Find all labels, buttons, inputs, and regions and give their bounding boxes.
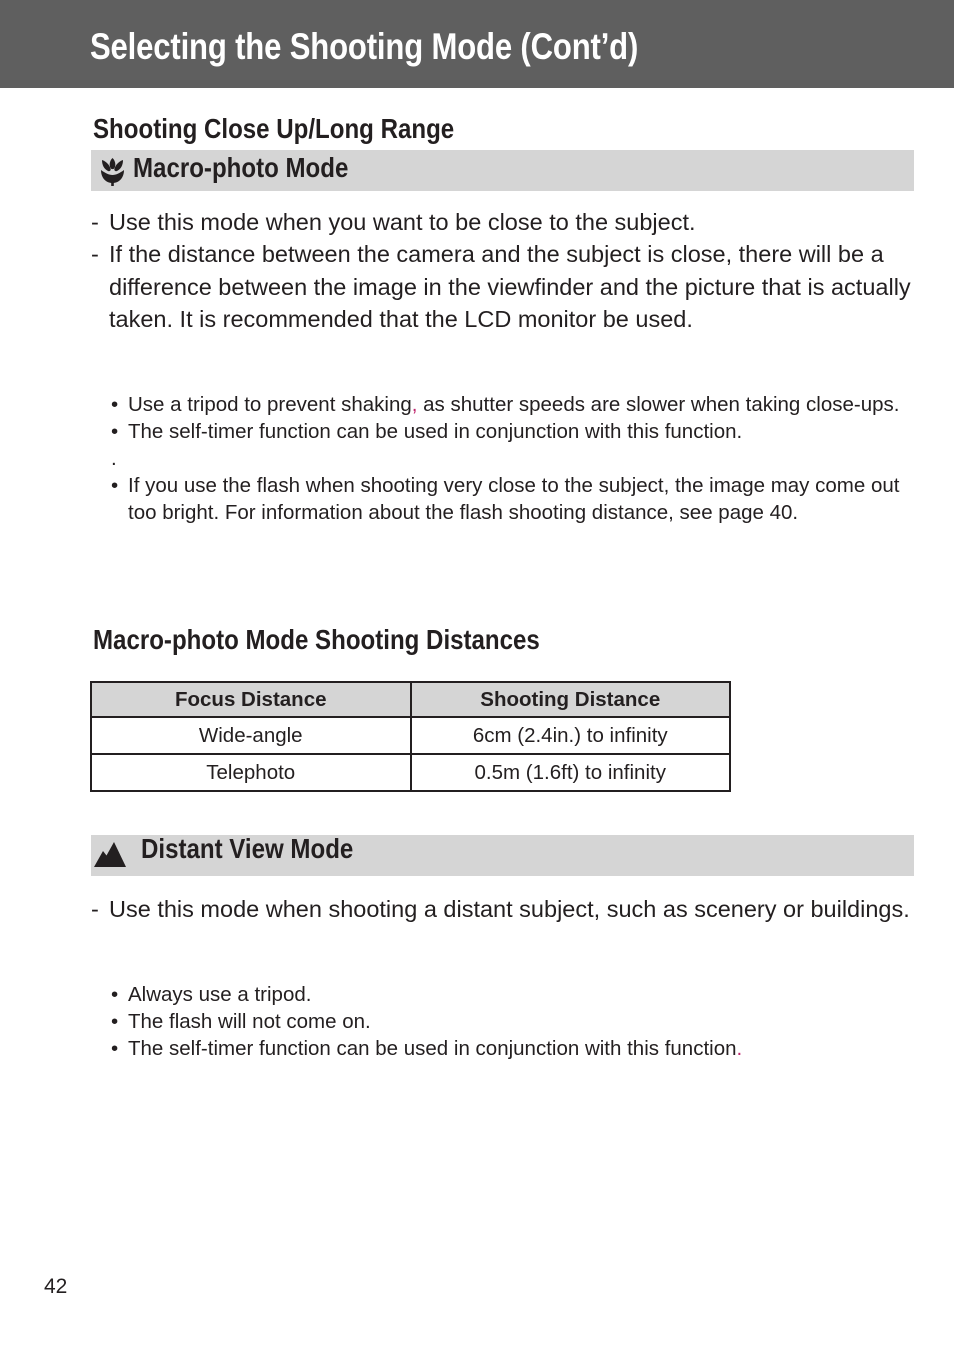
macro-usage-list [91,206,921,335]
list-item: • Use a tripod to prevent shaking, as shutter speeds are slower when taking close-ups. [111,393,900,416]
table-row [91,754,730,791]
list-item: - Use this mode when shooting a distant subject, such as scenery or buildings. [91,896,910,922]
shooting-distances-table [90,681,731,792]
column-header: Focus Distance [91,682,411,717]
list-item: • The self-timer function can be used in conjunction with this function. [111,1037,743,1060]
distant-usage-list [91,893,921,925]
distances-heading: Macro-photo Mode Shooting Distances [93,624,540,655]
distant-notes-list [111,981,901,1062]
list-item: • Always use a tripod. [111,983,312,1006]
macro-mode-band [91,150,914,191]
page-number: 42 [44,1275,68,1298]
column-header: Shooting Distance [411,682,731,717]
header-bar [0,0,954,88]
list-item: • The self-timer function can be used in conjunction with this function. [111,420,743,443]
table-row [91,717,730,754]
macro-mode-title: Macro-photo Mode [133,152,349,183]
page-title: Selecting the Shooting Mode (Cont’d) [90,26,639,67]
list-item: - If the distance between the camera and the subject is close, there will be a difference between the image in the viewfinder and the picture that is actually taken. It is recommended that the LCD monitor be used. [91,241,911,332]
mountain-icon [93,840,127,873]
list-item: - Use this mode when you want to be close to the subject. [91,209,696,235]
list-item: . [111,447,117,470]
table-cell: Wide-angle [91,717,411,754]
distant-mode-band [91,835,914,876]
section-heading: Shooting Close Up/Long Range [93,113,455,144]
table-cell: 0.5m (1.6ft) to infinity [411,754,731,791]
macro-flower-icon [98,156,127,191]
list-item: • If you use the flash when shooting very close to the subject, the image may come out too bright. For information about the flash shooting distance, see page 40. [111,474,900,524]
table-cell: Telephoto [91,754,411,791]
table-cell: 6cm (2.4in.) to infinity [411,717,731,754]
table-header-row [91,682,730,717]
macro-notes-list [111,391,901,526]
distant-mode-title: Distant View Mode [141,833,354,864]
list-item: • The flash will not come on. [111,1010,371,1033]
